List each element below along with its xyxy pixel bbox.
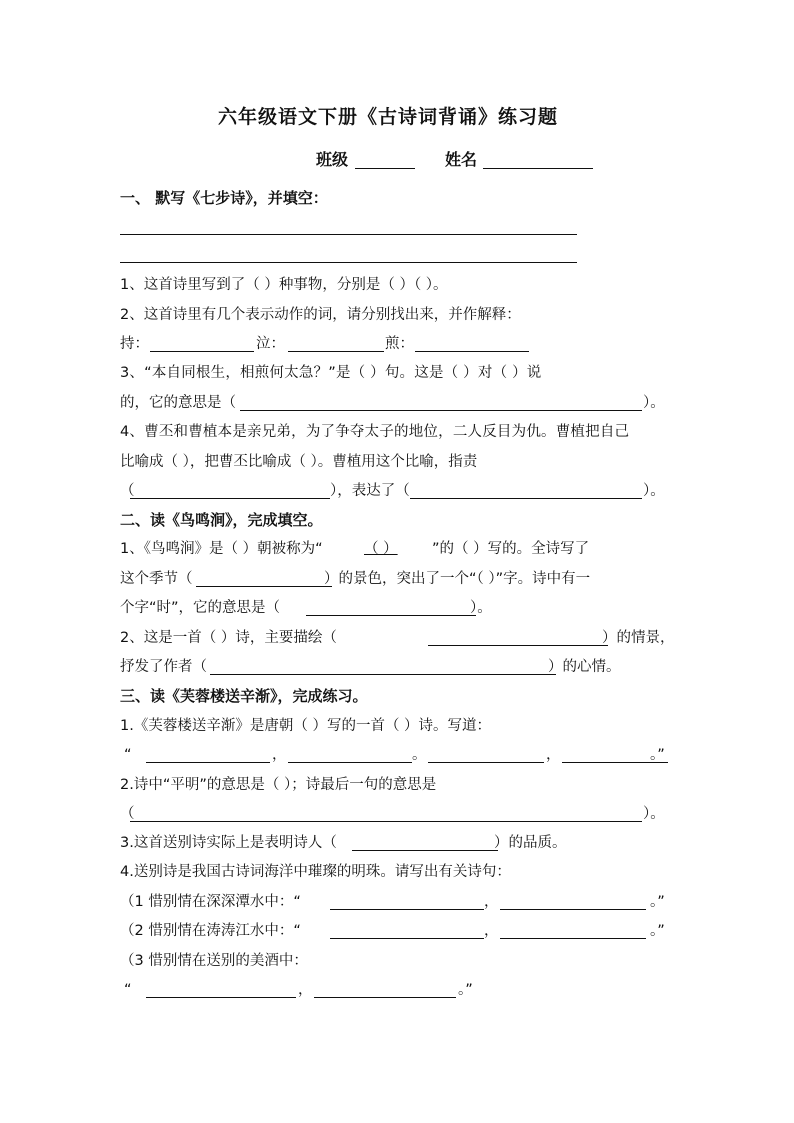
- q4-1-blank-a[interactable]: [330, 909, 484, 910]
- page-title: 六年级语文下册《古诗词背诵》练习题: [218, 106, 559, 128]
- s2-q1a-blank[interactable]: （ ）: [364, 541, 398, 557]
- s2-q2b-pre: 抒发了作者（: [120, 659, 207, 675]
- s3-q4-item-1: （1 惜别情在深深潭水中：“: [120, 894, 301, 910]
- quote-close: 。”: [650, 747, 665, 763]
- period-1: 。: [412, 747, 427, 763]
- mood-blank[interactable]: [210, 674, 556, 675]
- q4-end: ）。: [643, 483, 665, 499]
- q3-meaning-blank[interactable]: [240, 410, 642, 411]
- s2-q1a-pre: 1、《鸟鸣涧》是（ ）朝被称为“: [120, 541, 323, 557]
- s3-q4-item-2: （2 惜别情在涛涛江水中：“: [120, 923, 301, 939]
- poem-blank-3[interactable]: [428, 762, 544, 763]
- s2-q1c-pre: 个字“时”，它的意思是（: [120, 600, 281, 616]
- s3-question-1: 1.《芙蓉楼送辛渐》是唐朝（ ）写的一首（ ）诗。写道：: [120, 718, 492, 734]
- shi-meaning-blank[interactable]: [306, 615, 476, 616]
- s1-question-2: 2、这首诗里有几个表示动作的词，请分别找出来，并作解释：: [120, 307, 521, 323]
- q4-2-close: 。”: [650, 923, 665, 939]
- s3-q2-close: ）。: [643, 806, 665, 822]
- section-3-heading: 三、读《芙蓉楼送辛渐》，完成练习。: [120, 687, 368, 705]
- q2-qi-blank[interactable]: [288, 351, 384, 352]
- q2-chi-blank[interactable]: [150, 351, 254, 352]
- q2-jian-blank[interactable]: [415, 351, 529, 352]
- scene-blank[interactable]: [428, 645, 608, 646]
- q2-chi-label: 持：: [120, 336, 149, 352]
- q4-accuse-blank[interactable]: [130, 498, 330, 499]
- q4-2-blank-b[interactable]: [500, 938, 646, 939]
- comma-1: ，: [272, 747, 287, 763]
- s3-q3-post: ）的品质。: [494, 835, 567, 851]
- q4-mid: ），表达了（: [330, 483, 410, 499]
- poem-blank-1[interactable]: [146, 762, 270, 763]
- q4-1-blank-b[interactable]: [500, 909, 646, 910]
- s2-q2b-post: ）的心情。: [548, 659, 621, 675]
- s2-q1b-mid: ）的景色，突出了一个“（ ）”字。诗中有一: [324, 571, 591, 587]
- s3-q3-pre: 3.这首送别诗实际上是表明诗人（: [120, 835, 337, 851]
- section-1-heading: 一、 默写《七步诗》，并填空：: [120, 189, 328, 207]
- q2-qi-label: 泣：: [256, 336, 285, 352]
- last-line-meaning-blank[interactable]: [130, 821, 642, 822]
- class-blank[interactable]: [355, 168, 415, 169]
- s2-q1a-post: ”的（ ）写的。全诗写了: [432, 541, 590, 557]
- s3-q2-open: （: [120, 806, 135, 822]
- s3-q4-item-3: （3 惜别情在送别的美酒中：: [120, 953, 308, 969]
- name-label: 姓名: [445, 150, 478, 169]
- s3-question-4: 4.送别诗是我国古诗词海洋中璀璨的明珠。请写出有关诗句：: [120, 864, 511, 880]
- q4-3-blank-a[interactable]: [146, 997, 296, 998]
- s1-question-4b: 比喻成（ ），把曹丕比喻成（ ）。曹植用这个比喻，指责: [120, 454, 478, 470]
- poem-line-2[interactable]: [120, 262, 577, 263]
- comma-2: ，: [546, 747, 561, 763]
- quote-open: “: [124, 747, 132, 763]
- s3-question-2: 2.诗中“平明”的意思是（ ）；诗最后一句的意思是: [120, 777, 437, 793]
- s1-question-1: 1、这首诗里写到了（ ）种事物，分别是（ ）（ ）。: [120, 277, 448, 293]
- q4-1-comma: ，: [484, 894, 499, 910]
- class-label: 班级: [316, 150, 349, 169]
- s2-q2a-post: ）的情景，: [602, 630, 675, 646]
- s1-question-4a: 4、曹丕和曹植本是亲兄弟，为了争夺太子的地位，二人反目为仇。曹植把自己: [120, 424, 630, 440]
- q4-2-comma: ，: [484, 923, 499, 939]
- q4-3-close: 。”: [458, 982, 473, 998]
- quality-blank[interactable]: [352, 850, 498, 851]
- name-blank[interactable]: [483, 168, 593, 169]
- s2-q1c-post: ）。: [470, 600, 492, 616]
- poem-blank-2[interactable]: [288, 762, 412, 763]
- q4-open: （: [120, 483, 135, 499]
- s1-question-3b-post: ）。: [643, 395, 665, 411]
- q4-2-blank-a[interactable]: [330, 938, 484, 939]
- section-2-heading: 二、读《鸟鸣涧》，完成填空。: [120, 511, 323, 529]
- q2-jian-label: 煎：: [385, 336, 414, 352]
- s1-question-3a: 3、“本自同根生，相煎何太急？”是（ ）句。这是（ ）对（ ）说: [120, 365, 542, 381]
- s2-q1b-pre: 这个季节（: [120, 571, 193, 587]
- q4-1-close: 。”: [650, 894, 665, 910]
- poem-line-1[interactable]: [120, 234, 577, 235]
- q4-express-blank[interactable]: [410, 498, 642, 499]
- q4-3-open: “: [124, 982, 132, 998]
- s1-question-3b-pre: 的，它的意思是（: [120, 395, 236, 411]
- s2-q2a-pre: 2、这是一首（ ）诗，主要描绘（: [120, 630, 337, 646]
- q4-3-comma: ，: [298, 982, 313, 998]
- q4-3-blank-b[interactable]: [314, 997, 456, 998]
- season-blank[interactable]: [196, 586, 332, 587]
